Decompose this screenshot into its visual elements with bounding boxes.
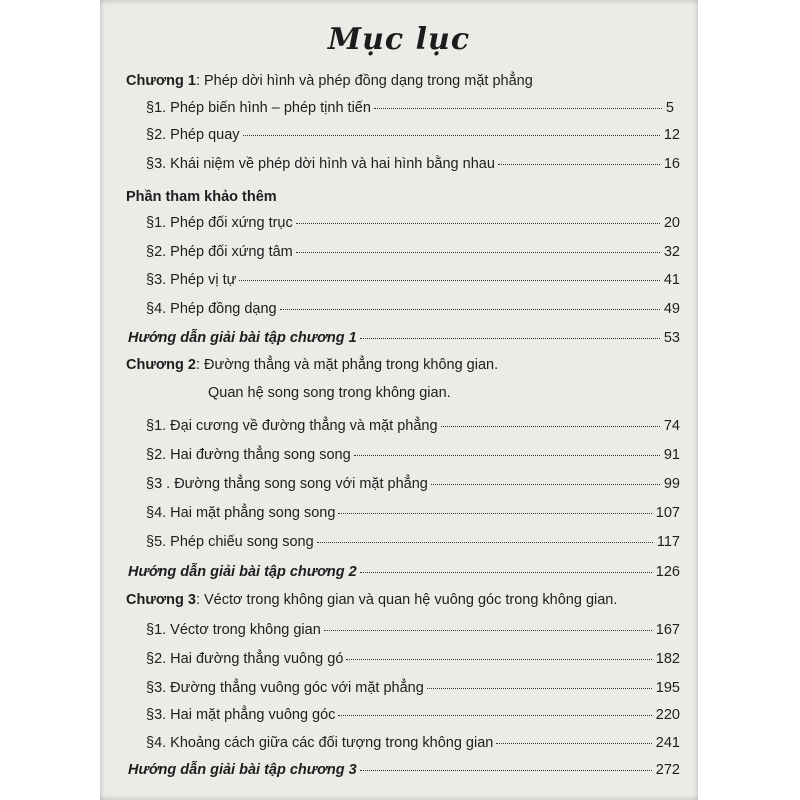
toc-entry-page: 117	[656, 534, 680, 550]
chapter-2-subtitle: Quan hệ song song trong không gian.	[208, 385, 451, 401]
leader-dots	[360, 338, 660, 339]
toc-entry-label: §3. Hai mặt phẳng vuông góc	[146, 707, 336, 723]
toc-entry[interactable]	[146, 215, 680, 231]
guide-entry-label: Hướng dẫn giải bài tập chương 2	[128, 564, 357, 580]
chapter-3-heading	[126, 592, 617, 608]
leader-dots	[354, 455, 660, 456]
chapter-1-label: Chương 1	[126, 73, 196, 89]
chapter-1-heading	[126, 73, 533, 89]
leader-dots	[280, 309, 660, 310]
toc-entry-label: §1. Véctơ trong không gian	[146, 622, 321, 638]
chapter-2-title: : Đường thẳng và mặt phẳng trong không gian.	[195, 357, 499, 373]
guide-entry-page: 53	[663, 330, 680, 346]
toc-entry-label: §2. Phép đối xứng tâm	[146, 244, 293, 260]
leader-dots	[360, 572, 652, 573]
leader-dots	[496, 743, 651, 744]
toc-entry-label: §4. Hai mặt phẳng song song	[146, 505, 336, 521]
toc-entry[interactable]	[146, 301, 680, 317]
toc-entry-page: 20	[663, 215, 680, 231]
chapter-2-heading	[126, 357, 498, 373]
page-title: Mục lục	[327, 22, 471, 57]
toc-entry-label: §3. Phép vị tự	[146, 272, 237, 288]
toc-entry-page: 12	[663, 127, 680, 143]
toc-entry[interactable]	[146, 622, 680, 638]
guide-entry-label: Hướng dẫn giải bài tập chương 3	[128, 762, 357, 778]
toc-entry-page: 32	[663, 244, 680, 260]
toc-entry-page: 16	[663, 156, 680, 172]
leader-dots	[317, 542, 653, 543]
toc-entry[interactable]	[146, 244, 680, 260]
toc-entry[interactable]	[146, 100, 674, 116]
guide-entry[interactable]	[128, 330, 680, 346]
toc-entry-label: §2. Hai đường thẳng song song	[146, 447, 351, 463]
reference-heading: Phần tham khảo thêm	[126, 189, 277, 205]
leader-dots	[338, 715, 651, 716]
toc-entry[interactable]	[146, 707, 680, 723]
toc-entry-page: 220	[655, 707, 680, 723]
toc-entry-page: 41	[663, 272, 680, 288]
chapter-2-label: Chương 2	[126, 357, 196, 373]
toc-entry-label: §3. Đường thẳng vuông góc với mặt phẳng	[146, 680, 424, 696]
toc-entry-label: §2. Phép quay	[146, 127, 240, 143]
leader-dots	[431, 484, 660, 485]
toc-entry[interactable]	[146, 534, 680, 550]
toc-entry-label: §4. Khoảng cách giữa các đối tượng trong không gian	[146, 735, 494, 751]
toc-entry-label: §3. Khái niệm về phép dời hình và hai hình bằng nhau	[146, 156, 495, 172]
leader-dots	[427, 688, 652, 689]
leader-dots	[360, 770, 652, 771]
toc-entry-label: §4. Phép đồng dạng	[146, 301, 277, 317]
toc-entry-page: 167	[655, 622, 680, 638]
toc-entry-page: 182	[655, 651, 680, 667]
toc-entry-page: 91	[663, 447, 680, 463]
chapter-3-title: : Véctơ trong không gian và quan hệ vuông góc trong không gian.	[195, 592, 618, 608]
leader-dots	[498, 164, 660, 165]
toc-entry-label: §5. Phép chiếu song song	[146, 534, 314, 550]
toc-entry-page: 107	[655, 505, 680, 521]
leader-dots	[296, 252, 660, 253]
book-page	[100, 0, 698, 800]
leader-dots	[338, 513, 651, 514]
toc-entry[interactable]	[146, 651, 680, 667]
toc-entry-page: 5	[665, 100, 674, 116]
toc-entry[interactable]	[146, 418, 680, 434]
leader-dots	[346, 659, 651, 660]
toc-entry-label: §1. Phép biến hình – phép tịnh tiến	[146, 100, 371, 116]
toc-entry[interactable]	[146, 680, 680, 696]
guide-entry[interactable]	[128, 564, 680, 580]
toc-entry[interactable]	[146, 735, 680, 751]
chapter-3-label: Chương 3	[126, 592, 196, 608]
leader-dots	[441, 426, 660, 427]
toc-entry[interactable]	[146, 127, 680, 143]
toc-entry-label: §1. Đại cương về đường thẳng và mặt phẳng	[146, 418, 438, 434]
leader-dots	[239, 280, 660, 281]
guide-entry-page: 126	[655, 564, 680, 580]
toc-entry-page: 74	[663, 418, 680, 434]
leader-dots	[243, 135, 660, 136]
leader-dots	[296, 223, 660, 224]
toc-entry-label: §2. Hai đường thẳng vuông gó	[146, 651, 344, 667]
chapter-1-title: : Phép dời hình và phép đồng dạng trong mặt phẳng	[195, 73, 533, 89]
toc-entry-label: §1. Phép đối xứng trục	[146, 215, 293, 231]
toc-entry[interactable]	[146, 476, 680, 492]
toc-entry-label: §3 . Đường thẳng song song với mặt phẳng	[146, 476, 428, 492]
toc-entry[interactable]	[146, 156, 680, 172]
toc-entry[interactable]	[146, 505, 680, 521]
toc-entry-page: 49	[663, 301, 680, 317]
toc-entry-page: 241	[655, 735, 680, 751]
guide-entry[interactable]	[128, 762, 680, 778]
toc-entry-page: 99	[663, 476, 680, 492]
leader-dots	[374, 108, 662, 109]
toc-entry[interactable]	[146, 447, 680, 463]
toc-entry[interactable]	[146, 272, 680, 288]
toc-entry-page: 195	[655, 680, 680, 696]
guide-entry-page: 272	[655, 762, 680, 778]
leader-dots	[324, 630, 652, 631]
guide-entry-label: Hướng dẫn giải bài tập chương 1	[128, 330, 357, 346]
